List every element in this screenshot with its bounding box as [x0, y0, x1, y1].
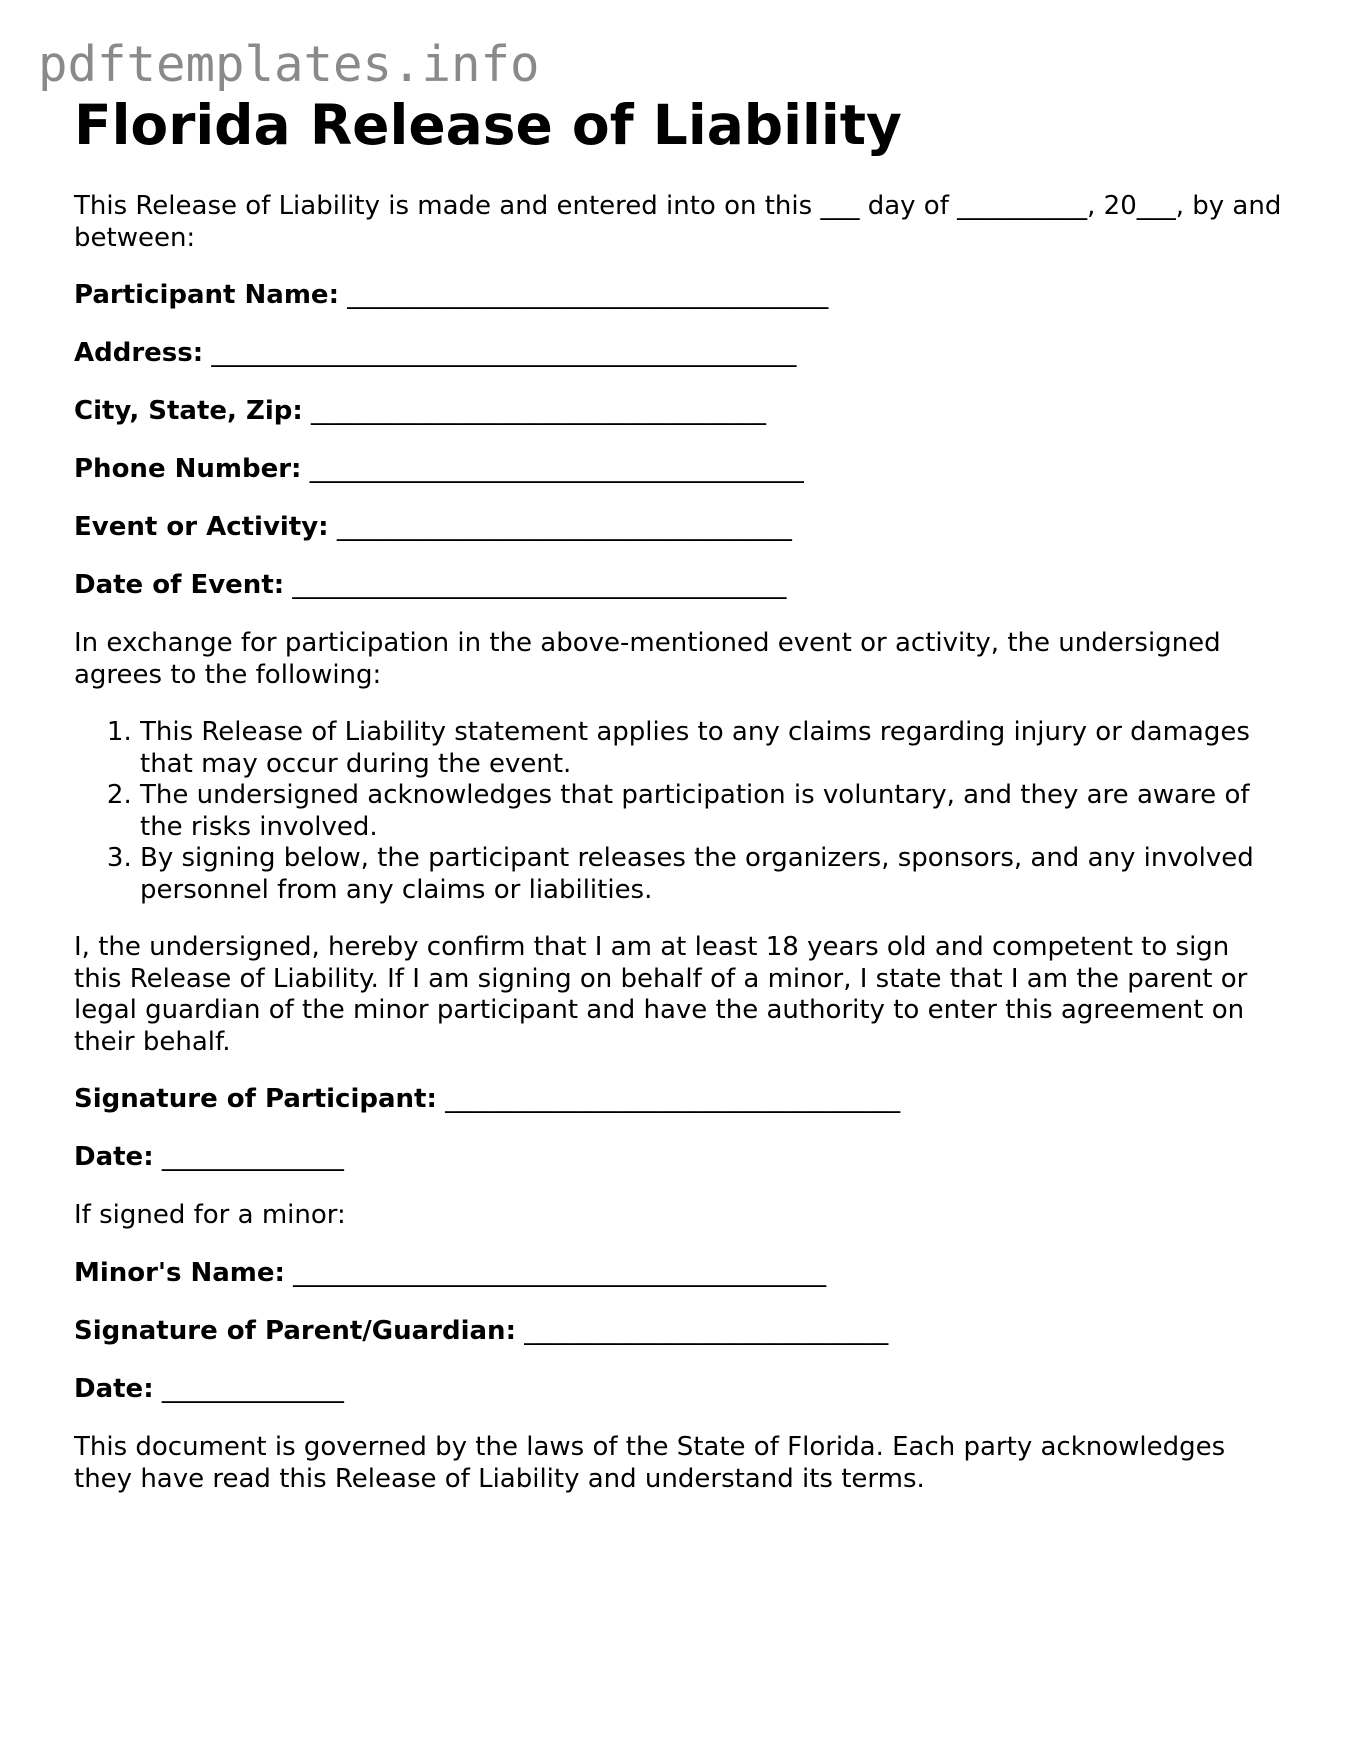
list-item: 1. This Release of Liability statement applies to any claims regarding injury or damages that may occur during the event.	[140, 717, 1284, 780]
field-blank[interactable]: ______________________________________	[292, 570, 787, 601]
field-label: Event or Activity:	[74, 512, 329, 543]
field-blank[interactable]: ____________________________	[524, 1316, 889, 1347]
field-blank[interactable]: ___________________________________	[445, 1084, 901, 1115]
field-label: Date:	[74, 1374, 154, 1405]
minor-name-field[interactable]	[74, 1258, 1284, 1290]
list-item: 3. By signing below, the participant releases the organizers, sponsors, and any involved personnel from any claims or liabilities.	[140, 843, 1284, 906]
list-item: 2. The undersigned acknowledges that participation is voluntary, and they are aware of the risks involved.	[140, 780, 1284, 843]
guardian-date-field[interactable]	[74, 1374, 1284, 1406]
field-blank[interactable]: _____________________________________________	[211, 338, 797, 369]
minor-note: If signed for a minor:	[74, 1200, 346, 1231]
closing-paragraph: This document is governed by the laws of the State of Florida. Each party acknowledges they have read this Release of Liability and understand its terms.	[74, 1432, 1226, 1494]
field-blank[interactable]: ______________	[161, 1142, 344, 1173]
field-label: Date:	[74, 1142, 154, 1173]
address-field[interactable]	[74, 338, 1284, 370]
field-blank[interactable]: ___________________________________	[311, 396, 767, 427]
field-label: Participant Name:	[74, 280, 339, 311]
document-page	[74, 94, 1284, 1495]
field-blank[interactable]: ______________	[161, 1374, 344, 1405]
city-state-zip-field[interactable]	[74, 396, 1284, 428]
date-of-event-field[interactable]	[74, 570, 1284, 602]
terms-list	[74, 717, 1284, 906]
field-label: Phone Number:	[74, 454, 302, 485]
participant-signature-field[interactable]	[74, 1084, 1284, 1116]
intro-paragraph: This Release of Liability is made and entered into on this ___ day of __________, 20___, by and between:	[74, 191, 1282, 253]
field-blank[interactable]: _________________________________________	[293, 1258, 827, 1289]
field-label: Signature of Participant:	[74, 1084, 437, 1115]
participant-name-field[interactable]	[74, 280, 1284, 312]
document-title: Florida Release of Liability	[74, 93, 902, 157]
watermark-text: pdftemplates.info	[38, 36, 540, 93]
guardian-signature-field[interactable]	[74, 1316, 1284, 1348]
event-activity-field[interactable]	[74, 512, 1284, 544]
field-blank[interactable]: _____________________________________	[347, 280, 829, 311]
field-blank[interactable]: ______________________________________	[309, 454, 804, 485]
exchange-paragraph: In exchange for participation in the above-mentioned event or activity, the undersigned agrees to the following:	[74, 628, 1221, 690]
field-label: Date of Event:	[74, 570, 285, 601]
field-label: Address:	[74, 338, 204, 369]
field-label: Signature of Parent/Guardian:	[74, 1316, 516, 1347]
confirmation-paragraph: I, the undersigned, hereby confirm that I am at least 18 years old and competent to sign this Release of Liability. If I am signing on behalf of a minor, I state that I am the parent or legal guardian of the minor participant and have the authority to enter this agreement on their behalf.	[74, 932, 1248, 1057]
field-blank[interactable]: ___________________________________	[336, 512, 792, 543]
participant-date-field[interactable]	[74, 1142, 1284, 1174]
field-label: City, State, Zip:	[74, 396, 303, 427]
field-label: Minor's Name:	[74, 1258, 285, 1289]
phone-number-field[interactable]	[74, 454, 1284, 486]
